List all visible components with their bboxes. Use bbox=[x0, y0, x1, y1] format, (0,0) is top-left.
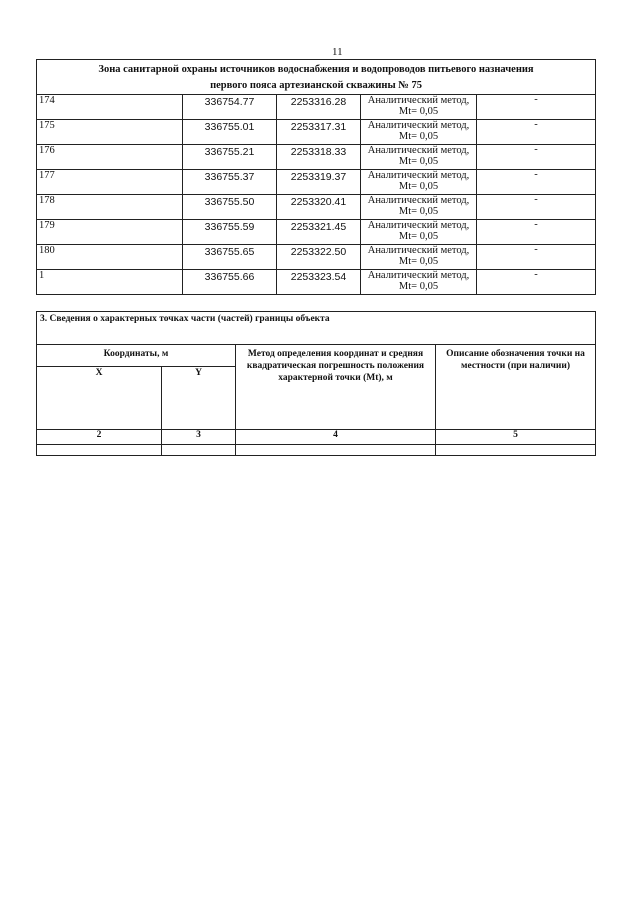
point-number: 175 bbox=[37, 120, 183, 145]
method-cell bbox=[361, 245, 477, 270]
description-cell: - bbox=[477, 195, 596, 220]
method-line2: Mt= 0,05 bbox=[398, 281, 439, 292]
method-line2: Mt= 0,05 bbox=[398, 231, 439, 242]
table-row bbox=[37, 245, 596, 270]
method-line1: Аналитический метод, bbox=[367, 95, 470, 106]
point-number: 178 bbox=[37, 195, 183, 220]
col-index-2: 2 bbox=[37, 430, 162, 445]
description-cell: - bbox=[477, 170, 596, 195]
table-row bbox=[37, 145, 596, 170]
point-number: 174 bbox=[37, 95, 183, 120]
coord-x: 336755.65 bbox=[183, 245, 277, 270]
coord-x: 336755.37 bbox=[183, 170, 277, 195]
method-line2: Mt= 0,05 bbox=[398, 256, 439, 267]
method-line1: Аналитический метод, bbox=[367, 170, 470, 181]
method-cell bbox=[361, 195, 477, 220]
description-header: Описание обозначения точки на местности (при наличии) bbox=[436, 345, 596, 430]
method-cell bbox=[361, 120, 477, 145]
x-header: X bbox=[37, 367, 162, 430]
zone-title-line2: первого пояса артезианской скважины № 75 bbox=[210, 80, 422, 91]
y-header: Y bbox=[162, 367, 236, 430]
method-line1: Аналитический метод, bbox=[367, 145, 470, 156]
point-number: 180 bbox=[37, 245, 183, 270]
description-cell: - bbox=[477, 270, 596, 295]
coord-x: 336754.77 bbox=[183, 95, 277, 120]
method-cell bbox=[361, 220, 477, 245]
point-number: 176 bbox=[37, 145, 183, 170]
page-number: 11 bbox=[332, 46, 343, 58]
method-line2: Mt= 0,05 bbox=[398, 206, 439, 217]
method-line1: Аналитический метод, bbox=[367, 220, 470, 231]
section3-title: 3. Сведения о характерных точках части (частей) границы объекта bbox=[37, 312, 596, 345]
method-line2: Mt= 0,05 bbox=[398, 106, 439, 117]
zone-coordinates-table bbox=[36, 59, 596, 295]
coord-x: 336755.59 bbox=[183, 220, 277, 245]
coords-header: Координаты, м bbox=[37, 345, 236, 367]
empty-cell bbox=[37, 445, 162, 456]
coord-y: 2253317.31 bbox=[277, 120, 361, 145]
empty-cell bbox=[162, 445, 236, 456]
zone-title bbox=[37, 60, 596, 95]
table-row bbox=[37, 170, 596, 195]
method-line2: Mt= 0,05 bbox=[398, 181, 439, 192]
point-number: 1 bbox=[37, 270, 183, 295]
method-cell bbox=[361, 145, 477, 170]
table-row bbox=[37, 270, 596, 295]
coord-y: 2253316.28 bbox=[277, 95, 361, 120]
coord-y: 2253321.45 bbox=[277, 220, 361, 245]
table-row bbox=[37, 195, 596, 220]
col-index-4: 4 bbox=[236, 430, 436, 445]
method-line1: Аналитический метод, bbox=[367, 120, 470, 131]
table-row bbox=[37, 120, 596, 145]
method-cell bbox=[361, 170, 477, 195]
coord-x: 336755.50 bbox=[183, 195, 277, 220]
section3-table bbox=[36, 311, 596, 456]
coord-x: 336755.21 bbox=[183, 145, 277, 170]
col-index-3: 3 bbox=[162, 430, 236, 445]
coord-x: 336755.01 bbox=[183, 120, 277, 145]
method-line1: Аналитический метод, bbox=[367, 270, 470, 281]
description-cell: - bbox=[477, 245, 596, 270]
coord-y: 2253318.33 bbox=[277, 145, 361, 170]
zone-title-line1: Зона санитарной охраны источников водоснабжения и водопроводов питьевого назначения bbox=[98, 64, 534, 75]
col-index-5: 5 bbox=[436, 430, 596, 445]
method-cell bbox=[361, 95, 477, 120]
point-number: 177 bbox=[37, 170, 183, 195]
table-row bbox=[37, 95, 596, 120]
description-cell: - bbox=[477, 220, 596, 245]
method-line1: Аналитический метод, bbox=[367, 195, 470, 206]
point-number: 179 bbox=[37, 220, 183, 245]
method-cell bbox=[361, 270, 477, 295]
method-header: Метод определения координат и средняя квадратическая погрешность положения характерной точки (Mt), м bbox=[236, 345, 436, 430]
description-cell: - bbox=[477, 120, 596, 145]
empty-cell bbox=[236, 445, 436, 456]
table-row bbox=[37, 220, 596, 245]
coord-y: 2253322.50 bbox=[277, 245, 361, 270]
method-line1: Аналитический метод, bbox=[367, 245, 470, 256]
coord-y: 2253320.41 bbox=[277, 195, 361, 220]
coord-x: 336755.66 bbox=[183, 270, 277, 295]
description-cell: - bbox=[477, 145, 596, 170]
method-line2: Mt= 0,05 bbox=[398, 131, 439, 142]
empty-cell bbox=[436, 445, 596, 456]
description-cell: - bbox=[477, 95, 596, 120]
coord-y: 2253323.54 bbox=[277, 270, 361, 295]
method-line2: Mt= 0,05 bbox=[398, 156, 439, 167]
coord-y: 2253319.37 bbox=[277, 170, 361, 195]
